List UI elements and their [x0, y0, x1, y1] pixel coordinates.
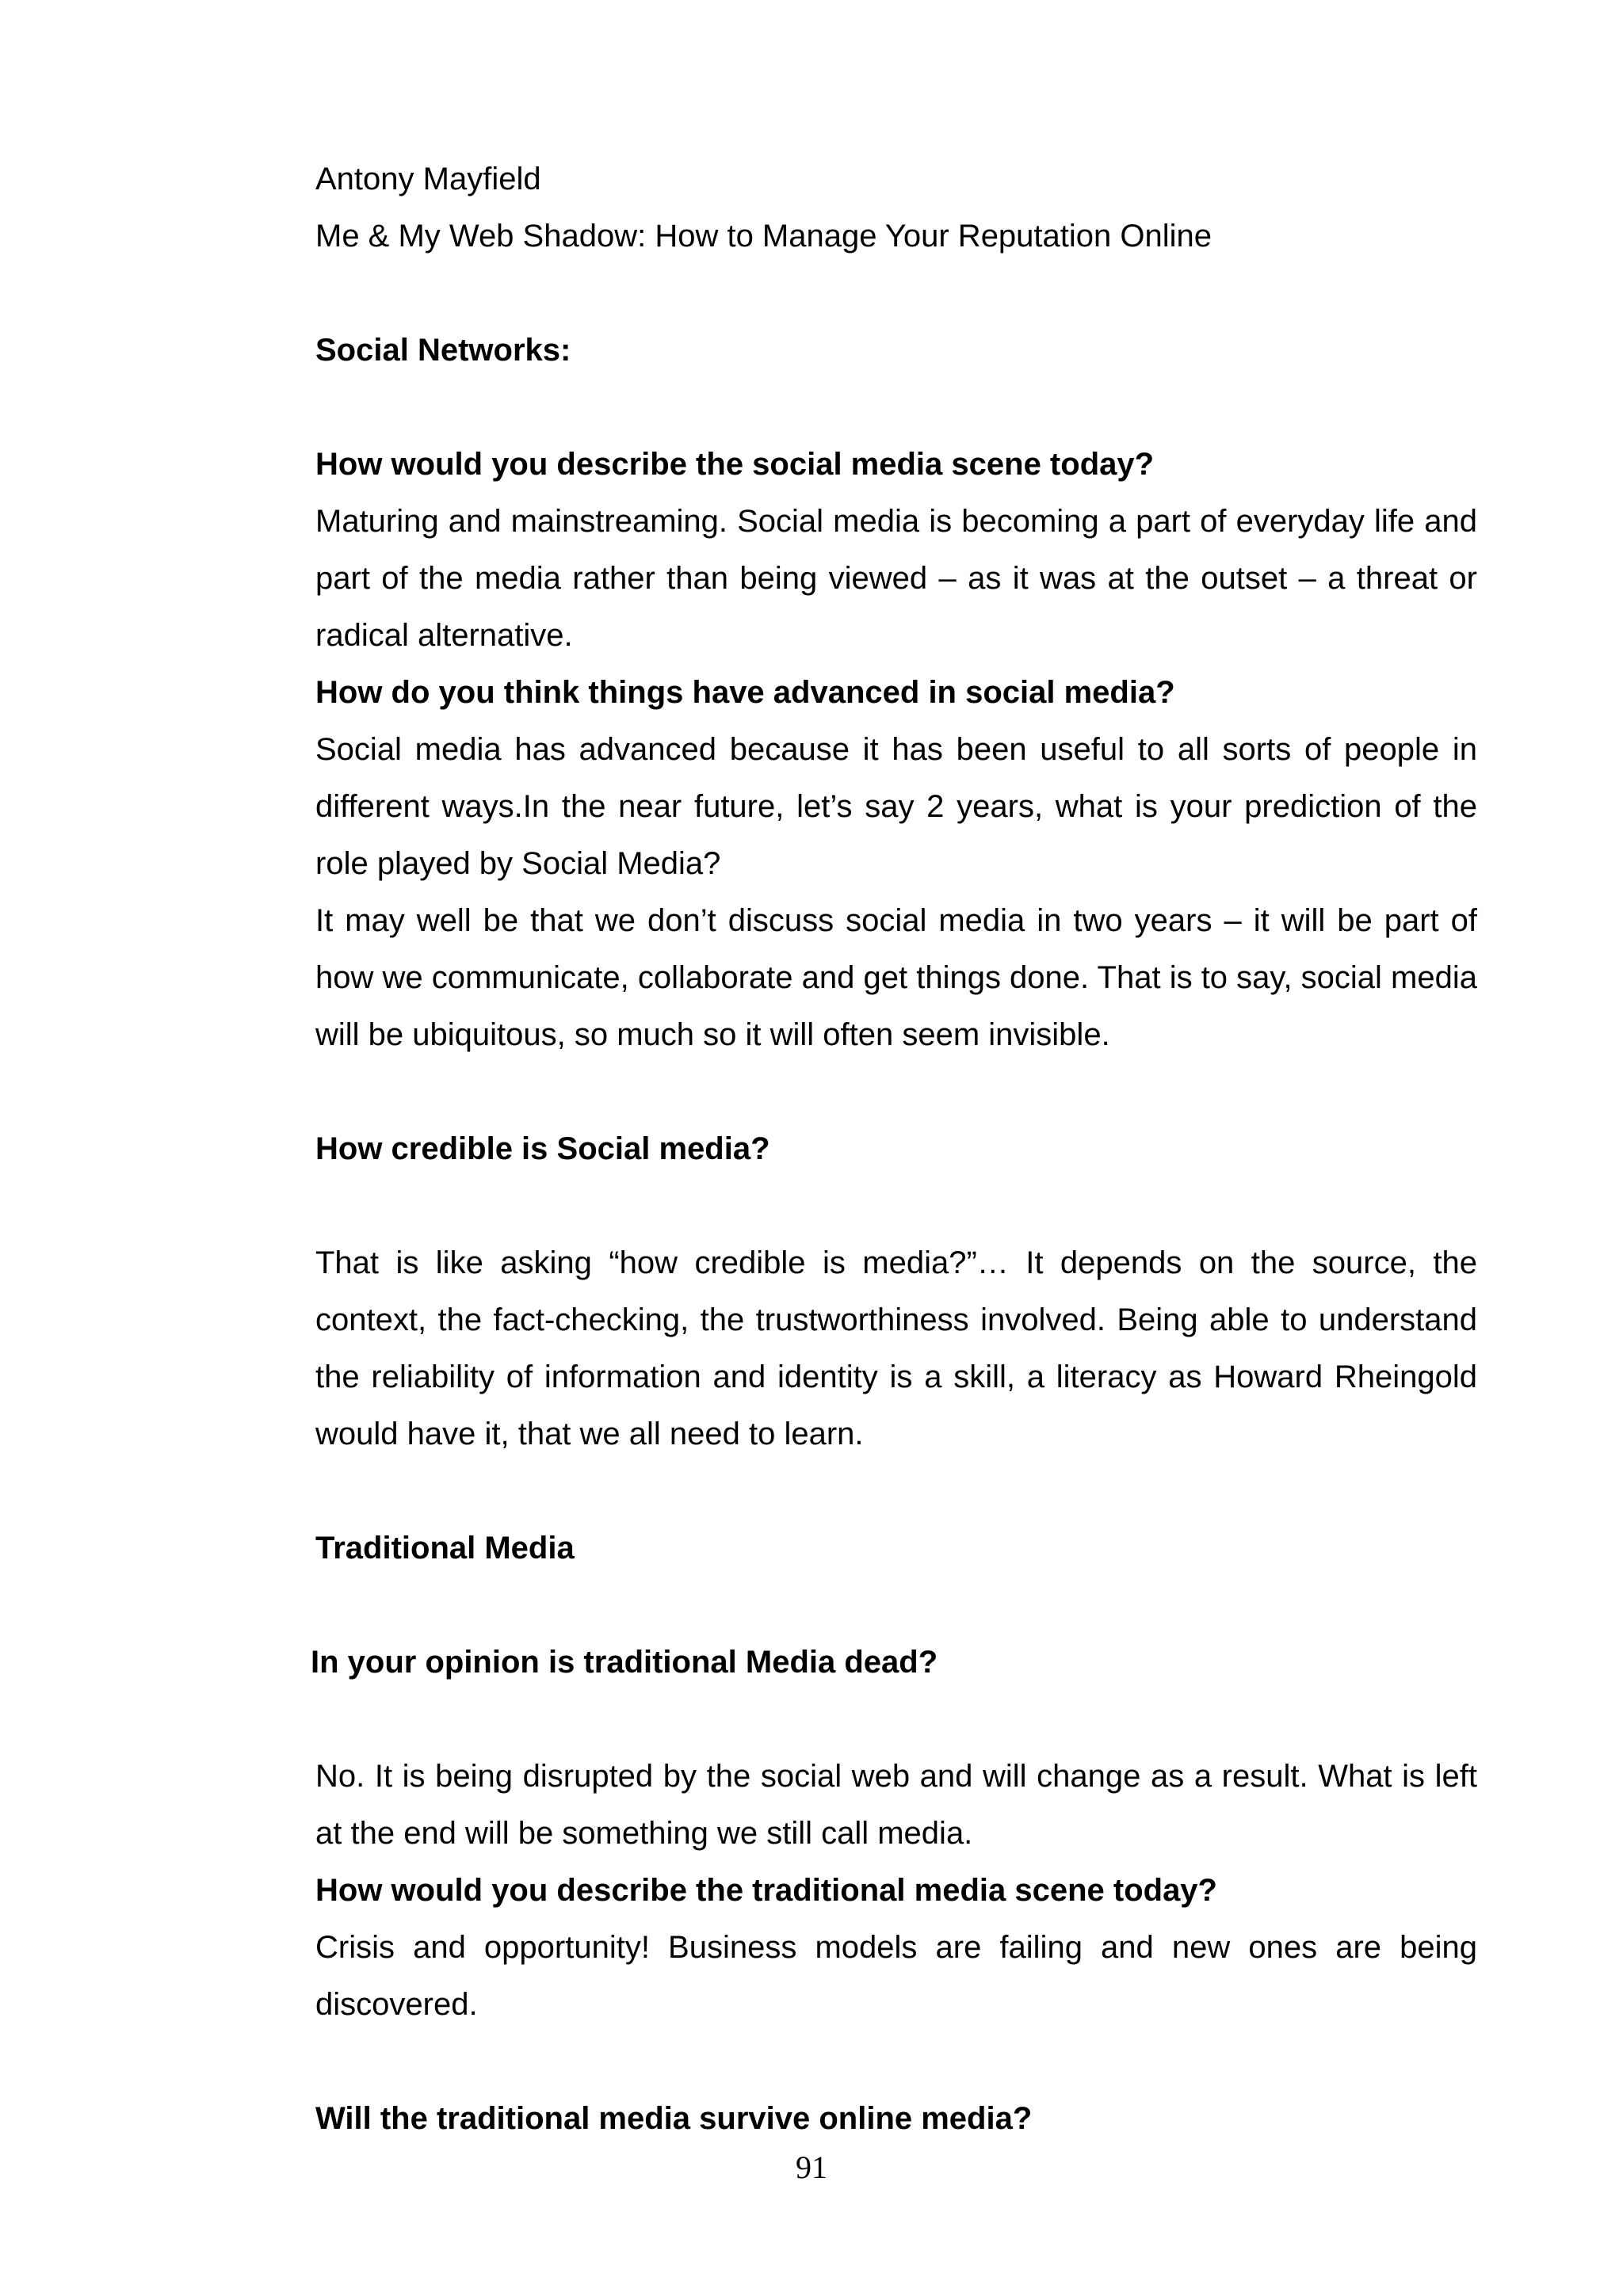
spacer — [315, 1463, 1477, 1520]
spacer — [315, 265, 1477, 322]
answer-traditional-dead: No. It is being disrupted by the social web and will change as a result. What is left at the end will be something we still call media. — [315, 1759, 1477, 1851]
spacer — [315, 1691, 1477, 1748]
spacer — [315, 379, 1477, 436]
question-social-scene: How would you describe the social media scene today? — [315, 447, 1155, 482]
answer-social-advanced: Social media has advanced because it has been useful to all sorts of people in different ways.In the near future, let’s say 2 years, what is your prediction of the role played by Social Media? — [315, 732, 1477, 881]
author-name: Antony Mayfield — [315, 162, 541, 196]
answer-traditional-scene: Crisis and opportunity! Business models are failing and new ones are being discovered. — [315, 1930, 1477, 2022]
spacer — [315, 2033, 1477, 2090]
question-social-advanced: How do you think things have advanced in social media? — [315, 675, 1175, 710]
spacer — [315, 1063, 1477, 1120]
question-social-credible: How credible is Social media? — [315, 1131, 770, 1166]
section-heading-traditional-media: Traditional Media — [315, 1531, 575, 1566]
answer-social-credible: That is like asking “how credible is media?”… It depends on the source, the context, the fact-checking, the trustworthiness involved. Being able to understand the reliability of information and identity is a skill, a literacy as Howard Rheingold would have it, that we all need to learn. — [315, 1245, 1477, 1451]
answer-social-scene: Maturing and mainstreaming. Social media is becoming a part of everyday life and part of the media rather than being viewed – as it was at the outset – a threat or radical alternative. — [315, 504, 1477, 653]
book-title: Me & My Web Shadow: How to Manage Your Reputation Online — [315, 219, 1212, 254]
page-content — [311, 151, 1477, 2147]
question-traditional-survive: Will the traditional media survive online media? — [315, 2101, 1033, 2136]
section-heading-social-networks: Social Networks: — [315, 333, 571, 368]
page-number: 91 — [796, 2149, 827, 2185]
answer-social-prediction: It may well be that we don’t discuss social media in two years – it will be part of how we communicate, collaborate and get things done. That is to say, social media will be ubiquitous, so much so it will often seem invisible. — [315, 903, 1477, 1052]
question-traditional-scene: How would you describe the traditional media scene today? — [315, 1873, 1217, 1908]
spacer — [315, 1577, 1477, 1634]
question-traditional-dead: In your opinion is traditional Media dead? — [311, 1645, 938, 1680]
spacer — [315, 1177, 1477, 1234]
